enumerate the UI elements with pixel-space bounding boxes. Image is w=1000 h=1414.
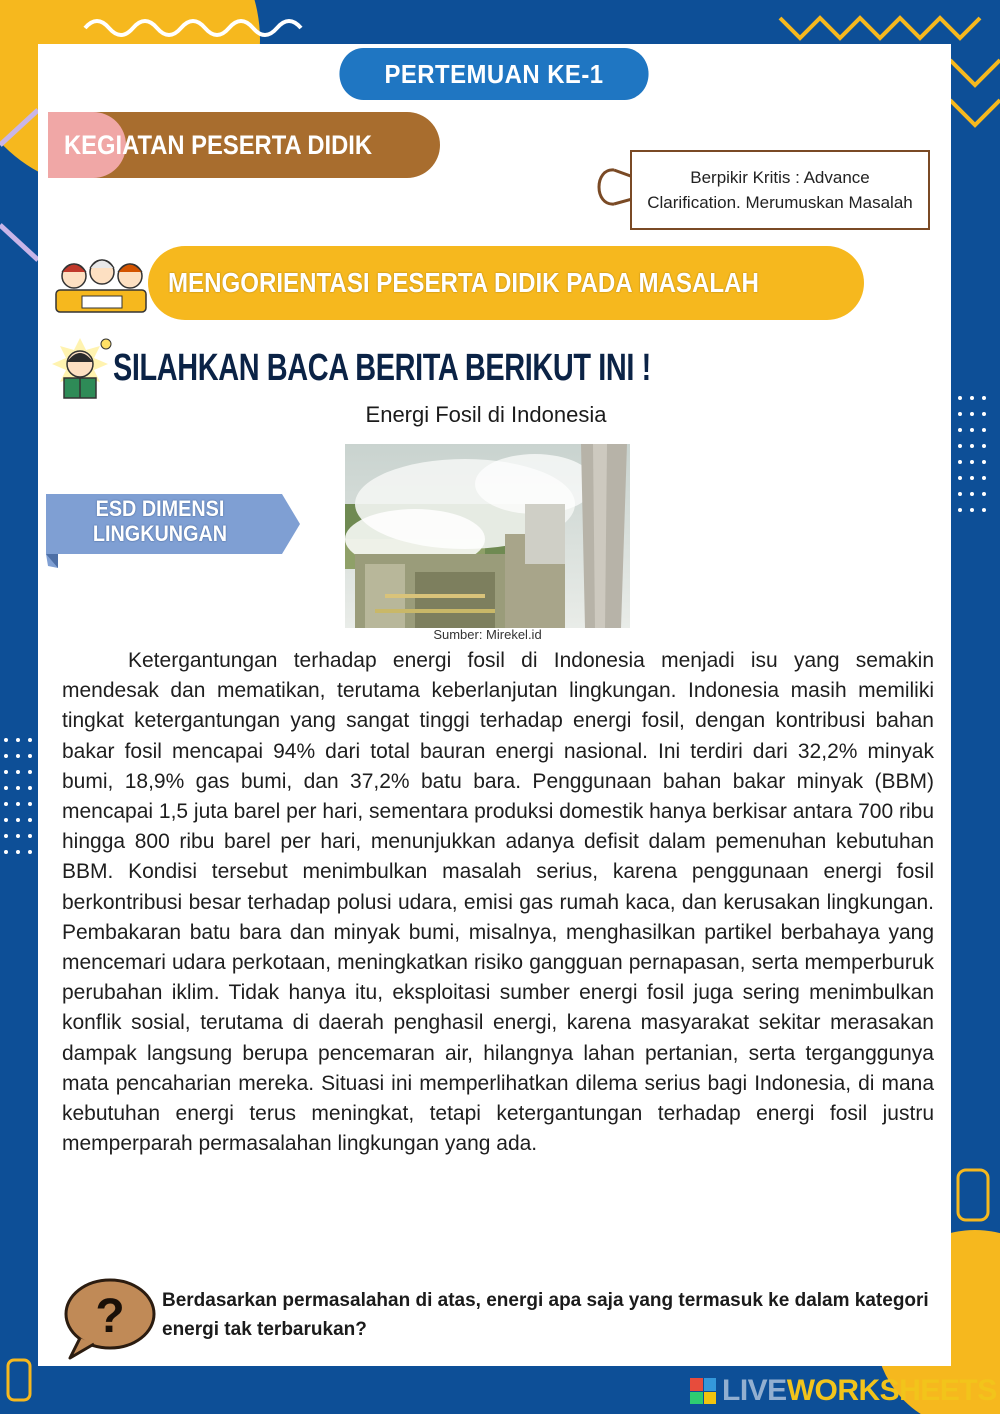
article-body: Ketergantungan terhadap energi fosil di Indonesia menjadi isu yang semakin mendesak dan mematikan, terutama keberlanjutan lingkungan. Indonesia masih memiliki tingkat ketergantungan yang sangat tinggi terhadap energi fosil, dengan kontribusi bahan bakar fosil mencapai 94% dari total bauran energi nasional. Ini terdiri dari 32,2% minyak bumi, 18,9% gas bumi, dan 37,2% batu bara. Penggunaan bahan bakar minyak (BBM) mencapai 1,5 juta barel per hari, sementara produksi domestik hanya berkisar antara 700 ribu hingga 800 ribu barel per hari, menunjukkan adanya defisit dalam pemenuhan kebutuhan BBM. Kondisi tersebut menimbulkan masalah serius, karena penggunaan energi fosil berkontribusi besar terhadap polusi udara, emisi gas rumah kaca, dan kerusakan lingkungan. Pembakaran batu bara dan minyak bumi, misalnya, menghasilkan partikel berbahaya yang mencemari udara perkotaan, meningkatkan risiko gangguan pernapasan, serta memperburuk perubahan iklim. Tidak hanya itu, eksploitasi sumber energi fosil juga sering menimbulkan konflik sosial, terutama di daerah penghasil energi, karena masyarakat sekitar merasakan dampak langsung berupa pencemaran air, hilangnya lahan pertanian, serta terganggunya mata pencaharian mereka. Situasi ini memperlihatkan dilema serius bagi Indonesia, di mana kebutuhan energi terus meningkat, tetapi ketergantungan terhadap energi fosil justru memperparah permasalahan lingkungan yang ada. [62,649,934,1156]
liveworksheets-watermark [690,1372,997,1410]
activity-label: KEGIATAN PESERTA DIDIK [64,130,373,160]
critical-thinking-note: Berpikir Kritis : Advance Clarification. Merumuskan Masalah [630,150,930,230]
article-title: Energi Fosil di Indonesia [365,402,607,427]
brand-part1: LIVE [722,1374,787,1407]
orientation-banner-text: MENGORIENTASI PESERTA DIDIK PADA MASALAH [168,267,759,298]
image-source-caption: Sumber: Mirekel.id [433,627,542,642]
liveworksheets-logo-icon [690,1378,716,1404]
esd-dimension-ribbon [46,490,302,572]
students-group-icon [52,250,152,316]
meeting-title: PERTEMUAN KE-1 [339,48,648,100]
power-plant-photo [345,444,630,628]
reading-instruction: SILAHKAN BACA BERITA BERIKUT INI ! [113,347,651,389]
esd-label: ESD DIMENSI LINGKUNGAN [92,496,228,546]
reading-student-icon [46,336,114,402]
question-bubble-icon [60,1276,158,1360]
svg-text:?: ? [95,1290,125,1343]
orientation-banner [148,246,864,320]
question-text[interactable]: Berdasarkan permasalahan di atas, energi apa saja yang termasuk ke dalam kategori energi tak terbarukan? [162,1290,929,1340]
activity-label-banner [48,112,440,178]
brand-part2: WORKSHEETS [786,1374,997,1407]
